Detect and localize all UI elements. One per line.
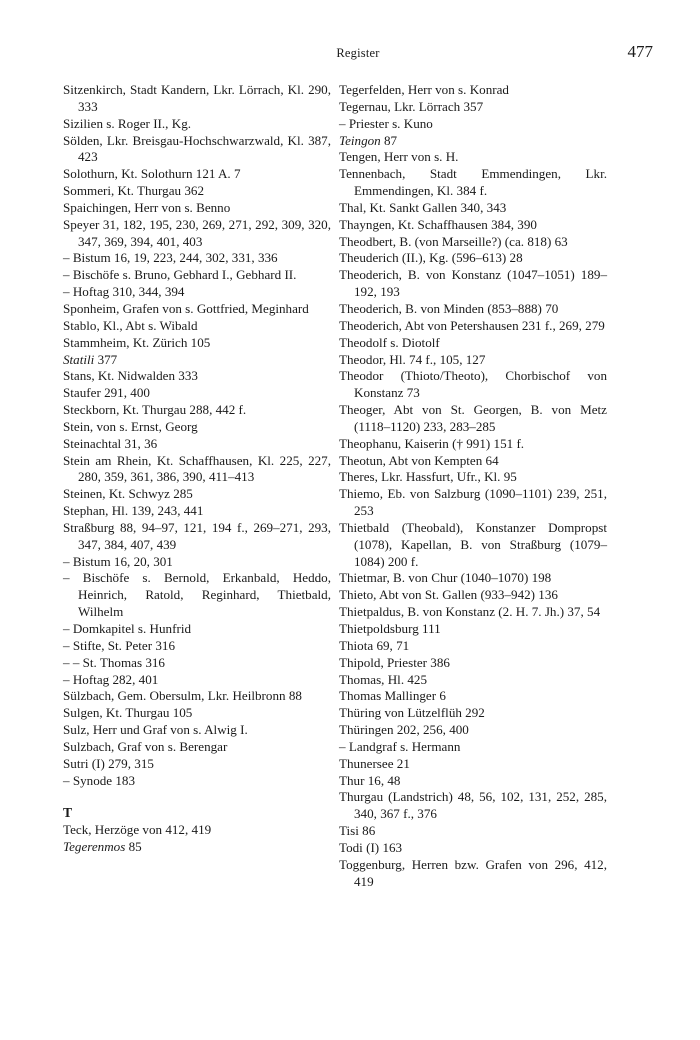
index-entry: Thal, Kt. Sankt Gallen 340, 343 xyxy=(339,199,507,215)
index-entry-locator: 377 xyxy=(94,351,118,367)
index-entry: Spaichingen, Herr von s. Benno xyxy=(63,199,231,215)
index-column-left xyxy=(63,82,331,856)
index-entry-italic-term: Teingon xyxy=(339,132,381,148)
index-entry: Sitzenkirch, Stadt Kandern, Lkr. Lörrach, Kl. 290, 333 xyxy=(63,82,331,114)
index-entry: Speyer 31, 182, 195, 230, 269, 271, 292, 309, 320, 347, 369, 394, 401, 403 xyxy=(63,216,331,249)
index-entry: Theres, Lkr. Hassfurt, Ufr., Kl. 95 xyxy=(339,469,517,485)
index-entry xyxy=(63,352,331,369)
index-entry: Thur 16, 48 xyxy=(339,772,401,788)
index-entry: Straßburg 88, 94–97, 121, 194 f., 269–271, 293, 347, 384, 407, 439 xyxy=(63,519,331,552)
index-entry: Sizilien s. Roger II., Kg. xyxy=(63,115,192,131)
index-entry: Sutri (I) 279, 315 xyxy=(63,755,154,771)
index-entry: – Stifte, St. Peter 316 xyxy=(63,637,176,653)
index-entry: Theodbert, B. (von Marseille?) (ca. 818) 63 xyxy=(339,233,568,249)
index-entry: Stein, von s. Ernst, Georg xyxy=(63,418,198,434)
index-entry: Tisi 86 xyxy=(339,823,376,839)
index-entry: – Bischöfe s. Bruno, Gebhard I., Gebhard II. xyxy=(63,267,297,283)
index-entry: Todi (I) 163 xyxy=(339,839,403,855)
index-entry: Teck, Herzöge von 412, 419 xyxy=(63,822,212,838)
index-entry: Thomas Mallinger 6 xyxy=(339,688,446,704)
index-entry xyxy=(63,839,331,856)
index-entry: Tengen, Herr von s. H. xyxy=(339,149,459,165)
index-entry: Sulgen, Kt. Thurgau 105 xyxy=(63,705,193,721)
index-entry: Solothurn, Kt. Solothurn 121 A. 7 xyxy=(63,166,241,182)
index-entry: – Bischöfe s. Bernold, Erkanbald, Heddo, Heinrich, Ratold, Reginhard, Thietbald, Wilhelm xyxy=(63,570,331,620)
index-entry-locator: 87 xyxy=(380,132,398,148)
index-entry: – Hoftag 282, 401 xyxy=(63,671,159,687)
index-entry: Theoderich, B. von Konstanz (1047–1051) 189–192, 193 xyxy=(339,267,607,300)
index-entry: Thunersee 21 xyxy=(339,755,410,771)
index-entry: – Landgraf s. Hermann xyxy=(339,738,461,754)
index-entry: Steinachtal 31, 36 xyxy=(63,435,158,451)
index-entry: – Bistum 16, 20, 301 xyxy=(63,553,173,569)
index-entry: Steinen, Kt. Schwyz 285 xyxy=(63,486,193,502)
index-entry: Sulzbach, Graf von s. Berengar xyxy=(63,738,228,754)
index-entry: – Priester s. Kuno xyxy=(339,115,433,131)
index-entry: Thiemo, Eb. von Salzburg (1090–1101) 239, 251, 253 xyxy=(339,486,607,519)
index-entry: Theodolf s. Diotolf xyxy=(339,334,440,350)
index-entry: Theotun, Abt von Kempten 64 xyxy=(339,452,499,468)
index-entry-italic-term: Tegerenmos xyxy=(63,839,126,855)
index-entry: Thayngen, Kt. Schaffhausen 384, 390 xyxy=(339,216,537,232)
index-entry: Theoderich, B. von Minden (853–888) 70 xyxy=(339,300,559,316)
index-entry: Theodor, Hl. 74 f., 105, 127 xyxy=(339,351,486,367)
index-entry: Thipold, Priester 386 xyxy=(339,654,450,670)
index-entry: Theodor (Thioto/Theoto), Chorbischof von Konstanz 73 xyxy=(339,368,607,401)
index-entry: Stablo, Kl., Abt s. Wibald xyxy=(63,317,198,333)
page-number: 477 xyxy=(627,42,653,61)
index-entry: Staufer 291, 400 xyxy=(63,385,150,401)
index-column-right xyxy=(339,82,607,891)
index-entry: – Synode 183 xyxy=(63,772,136,788)
index-entry: – Hoftag 310, 344, 394 xyxy=(63,284,185,300)
running-title: Register xyxy=(336,46,380,60)
index-entry: Tegernau, Lkr. Lörrach 357 xyxy=(339,98,484,114)
index-entry: Thietpoldsburg 111 xyxy=(339,621,441,636)
index-entry: Theoderich, Abt von Petershausen 231 f., 269, 279 xyxy=(339,317,605,333)
index-entry: Stein am Rhein, Kt. Schaffhausen, Kl. 225, 227, 280, 359, 361, 386, 390, 411–413 xyxy=(63,452,331,485)
index-entry: – Domkapitel s. Hunfrid xyxy=(63,621,192,636)
index-entry: Toggenburg, Herren bzw. Grafen von 296, 412, 419 xyxy=(339,856,607,889)
index-entry: Thüringen 202, 256, 400 xyxy=(339,722,469,738)
index-entry: Thietmar, B. von Chur (1040–1070) 198 xyxy=(339,570,552,586)
index-entry: Thüring von Lützelflüh 292 xyxy=(339,705,485,721)
index-entry: Thomas, Hl. 425 xyxy=(339,671,428,687)
index-entry: Sölden, Lkr. Breisgau-Hochschwarzwald, Kl. 387, 423 xyxy=(63,132,331,165)
index-entry-italic-term: Statili xyxy=(63,351,95,367)
index-entry xyxy=(339,133,607,150)
index-entry: Tennenbach, Stadt Emmendingen, Lkr. Emmendingen, Kl. 384 f. xyxy=(339,166,607,199)
index-entry: Tegerfelden, Herr von s. Konrad xyxy=(339,82,509,97)
index-entry: – – St. Thomas 316 xyxy=(63,654,165,670)
index-entry: Stammheim, Kt. Zürich 105 xyxy=(63,334,211,350)
index-entry: Theoger, Abt von St. Georgen, B. von Metz (1118–1120) 233, 283–285 xyxy=(339,402,607,434)
index-entry: Thieto, Abt von St. Gallen (933–942) 136 xyxy=(339,587,558,603)
index-entry: Theuderich (II.), Kg. (596–613) 28 xyxy=(339,250,523,266)
index-entry: Steckborn, Kt. Thurgau 288, 442 f. xyxy=(63,402,247,418)
index-entry: Sülzbach, Gem. Obersulm, Lkr. Heilbronn 88 xyxy=(63,688,302,704)
index-entry: Thietpaldus, B. von Konstanz (2. H. 7. Jh.) 37, 54 xyxy=(339,604,601,620)
letter-heading: T xyxy=(63,805,73,821)
index-entry: Sulz, Herr und Graf von s. Alwig I. xyxy=(63,722,248,738)
index-entry: Sommeri, Kt. Thurgau 362 xyxy=(63,183,204,199)
page-header xyxy=(63,42,653,66)
index-entry-locator: 85 xyxy=(125,839,142,855)
index-entry: Thurgau (Landstrich) 48, 56, 102, 131, 252, 285, 340, 367 f., 376 xyxy=(339,789,607,822)
index-entry: Thiota 69, 71 xyxy=(339,637,410,653)
index-entry: Theophanu, Kaiserin († 991) 151 f. xyxy=(339,435,525,451)
index-entry: Sponheim, Grafen von s. Gottfried, Meginhard xyxy=(63,300,309,316)
index-entry: Stans, Kt. Nidwalden 333 xyxy=(63,368,198,384)
index-entry: – Bistum 16, 19, 223, 244, 302, 331, 336 xyxy=(63,250,278,266)
index-entry: Stephan, Hl. 139, 243, 441 xyxy=(63,503,204,519)
index-entry: Thietbald (Theobald), Konstanzer Dompropst (1078), Kapellan, B. von Straßburg (1079–1084) 200 f. xyxy=(339,519,607,569)
